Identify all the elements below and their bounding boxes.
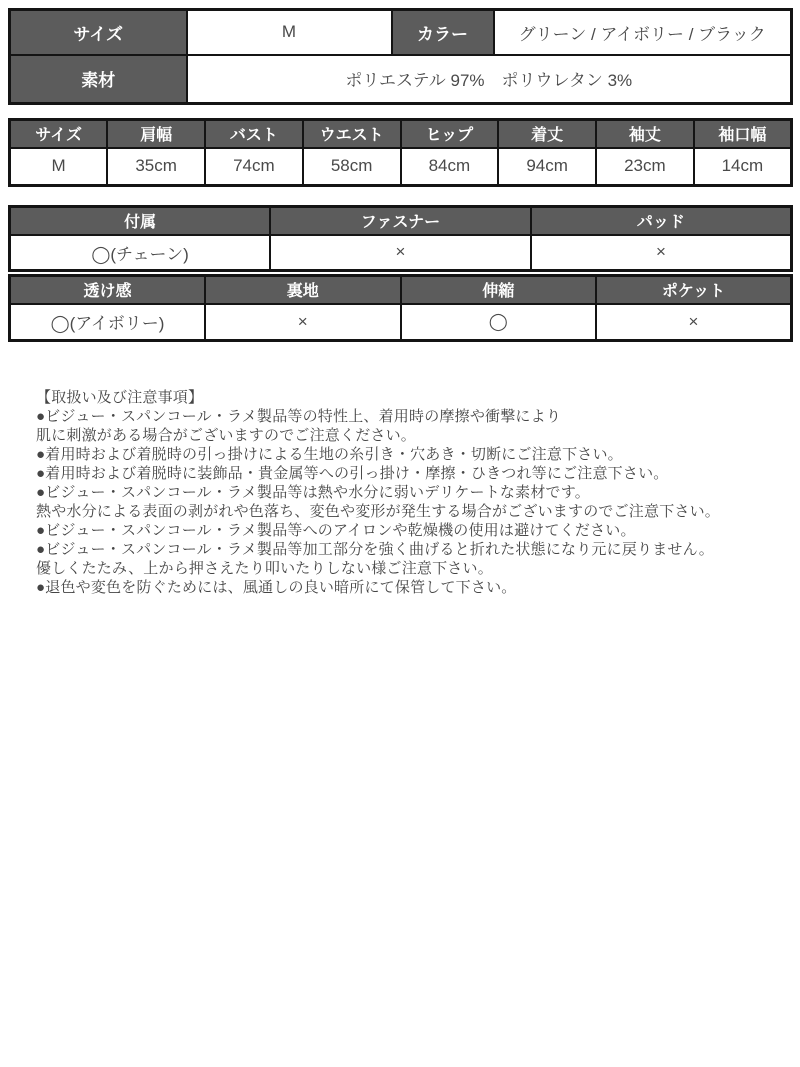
accessories-value-row [10,235,792,271]
col-pad: パッド [531,207,792,235]
length-value: 94cm [498,148,596,186]
care-note-line: 熱や水分による表面の剥がれや色落ち、変色や変形が発生する場合がございますのでご注意下さい。 [36,503,721,520]
pocket-value: × [596,304,792,341]
fabric-features-table [8,274,793,342]
col-accessory: 付属 [10,207,271,235]
care-note-line: ●ビジュー・スパンコール・ラメ製品等加工部分を強く曲げると折れた状態になり元に戻りません。 [36,541,714,558]
col-pocket: ポケット [596,276,792,304]
size-color-row [10,10,792,55]
material-value: ポリエステル 97% ポリウレタン 3% [187,55,792,104]
care-note-line: ●着用時および着脱時の引っ掛けによる生地の糸引き・穴あき・切断にご注意下さい。 [36,446,623,463]
lining-value: × [205,304,401,341]
sleeve-length-value: 23cm [596,148,694,186]
hip-value: 84cm [401,148,499,186]
color-value: グリーン / アイボリー / ブラック [494,10,792,55]
care-note-line: ●ビジュー・スパンコール・ラメ製品等の特性上、着用時の摩擦や衝撃により [36,408,562,425]
care-note-line: 肌に刺激がある場合がございますのでご注意ください。 [36,427,417,444]
accessories-table [8,205,793,272]
size-color-table [8,8,793,105]
sheerness-value: ◯(アイボリー) [10,304,206,341]
size-value: M [187,10,392,55]
col-cuff-width: 袖口幅 [694,120,792,148]
col-stretch: 伸縮 [401,276,597,304]
waist-value: 58cm [303,148,401,186]
col-shoulder: 肩幅 [107,120,205,148]
cuff-width-value: 14cm [694,148,792,186]
col-sleeve-length: 袖丈 [596,120,694,148]
col-fastener: ファスナー [270,207,531,235]
care-note-line: ●ビジュー・スパンコール・ラメ製品等へのアイロンや乾燥機の使用は避けてください。 [36,522,636,539]
col-waist: ウエスト [303,120,401,148]
color-label: カラー [392,10,494,55]
bust-value: 74cm [205,148,303,186]
col-length: 着丈 [498,120,596,148]
col-lining: 裏地 [205,276,401,304]
fabric-value-row [10,304,792,341]
measurements-value-row [10,148,792,186]
care-notes-title: 【取扱い及び注意事項】 [36,389,204,406]
size-m: M [10,148,108,186]
care-notes [36,388,783,597]
care-note-line: ●退色や変色を防ぐためには、風通しの良い暗所にて保管して下さい。 [36,579,517,596]
size-label: サイズ [10,10,187,55]
fabric-header-row [10,276,792,304]
accessory-value: ◯(チェーン) [10,235,271,271]
care-note-line: ●着用時および着脱時に装飾品・貴金属等への引っ掛け・摩擦・ひきつれ等にご注意下さい。 [36,465,669,482]
care-note-line: 優しくたたみ、上から押さえたり叩いたりしない様ご注意下さい。 [36,560,493,577]
col-bust: バスト [205,120,303,148]
material-label: 素材 [10,55,187,104]
pad-value: × [531,235,792,271]
material-row [10,55,792,104]
col-hip: ヒップ [401,120,499,148]
measurements-header-row [10,120,792,148]
accessories-header-row [10,207,792,235]
col-sheerness: 透け感 [10,276,206,304]
stretch-value: ◯ [401,304,597,341]
col-size: サイズ [10,120,108,148]
shoulder-value: 35cm [107,148,205,186]
fastener-value: × [270,235,531,271]
care-note-line: ●ビジュー・スパンコール・ラメ製品等は熱や水分に弱いデリケートな素材です。 [36,484,590,501]
measurements-table [8,118,793,187]
